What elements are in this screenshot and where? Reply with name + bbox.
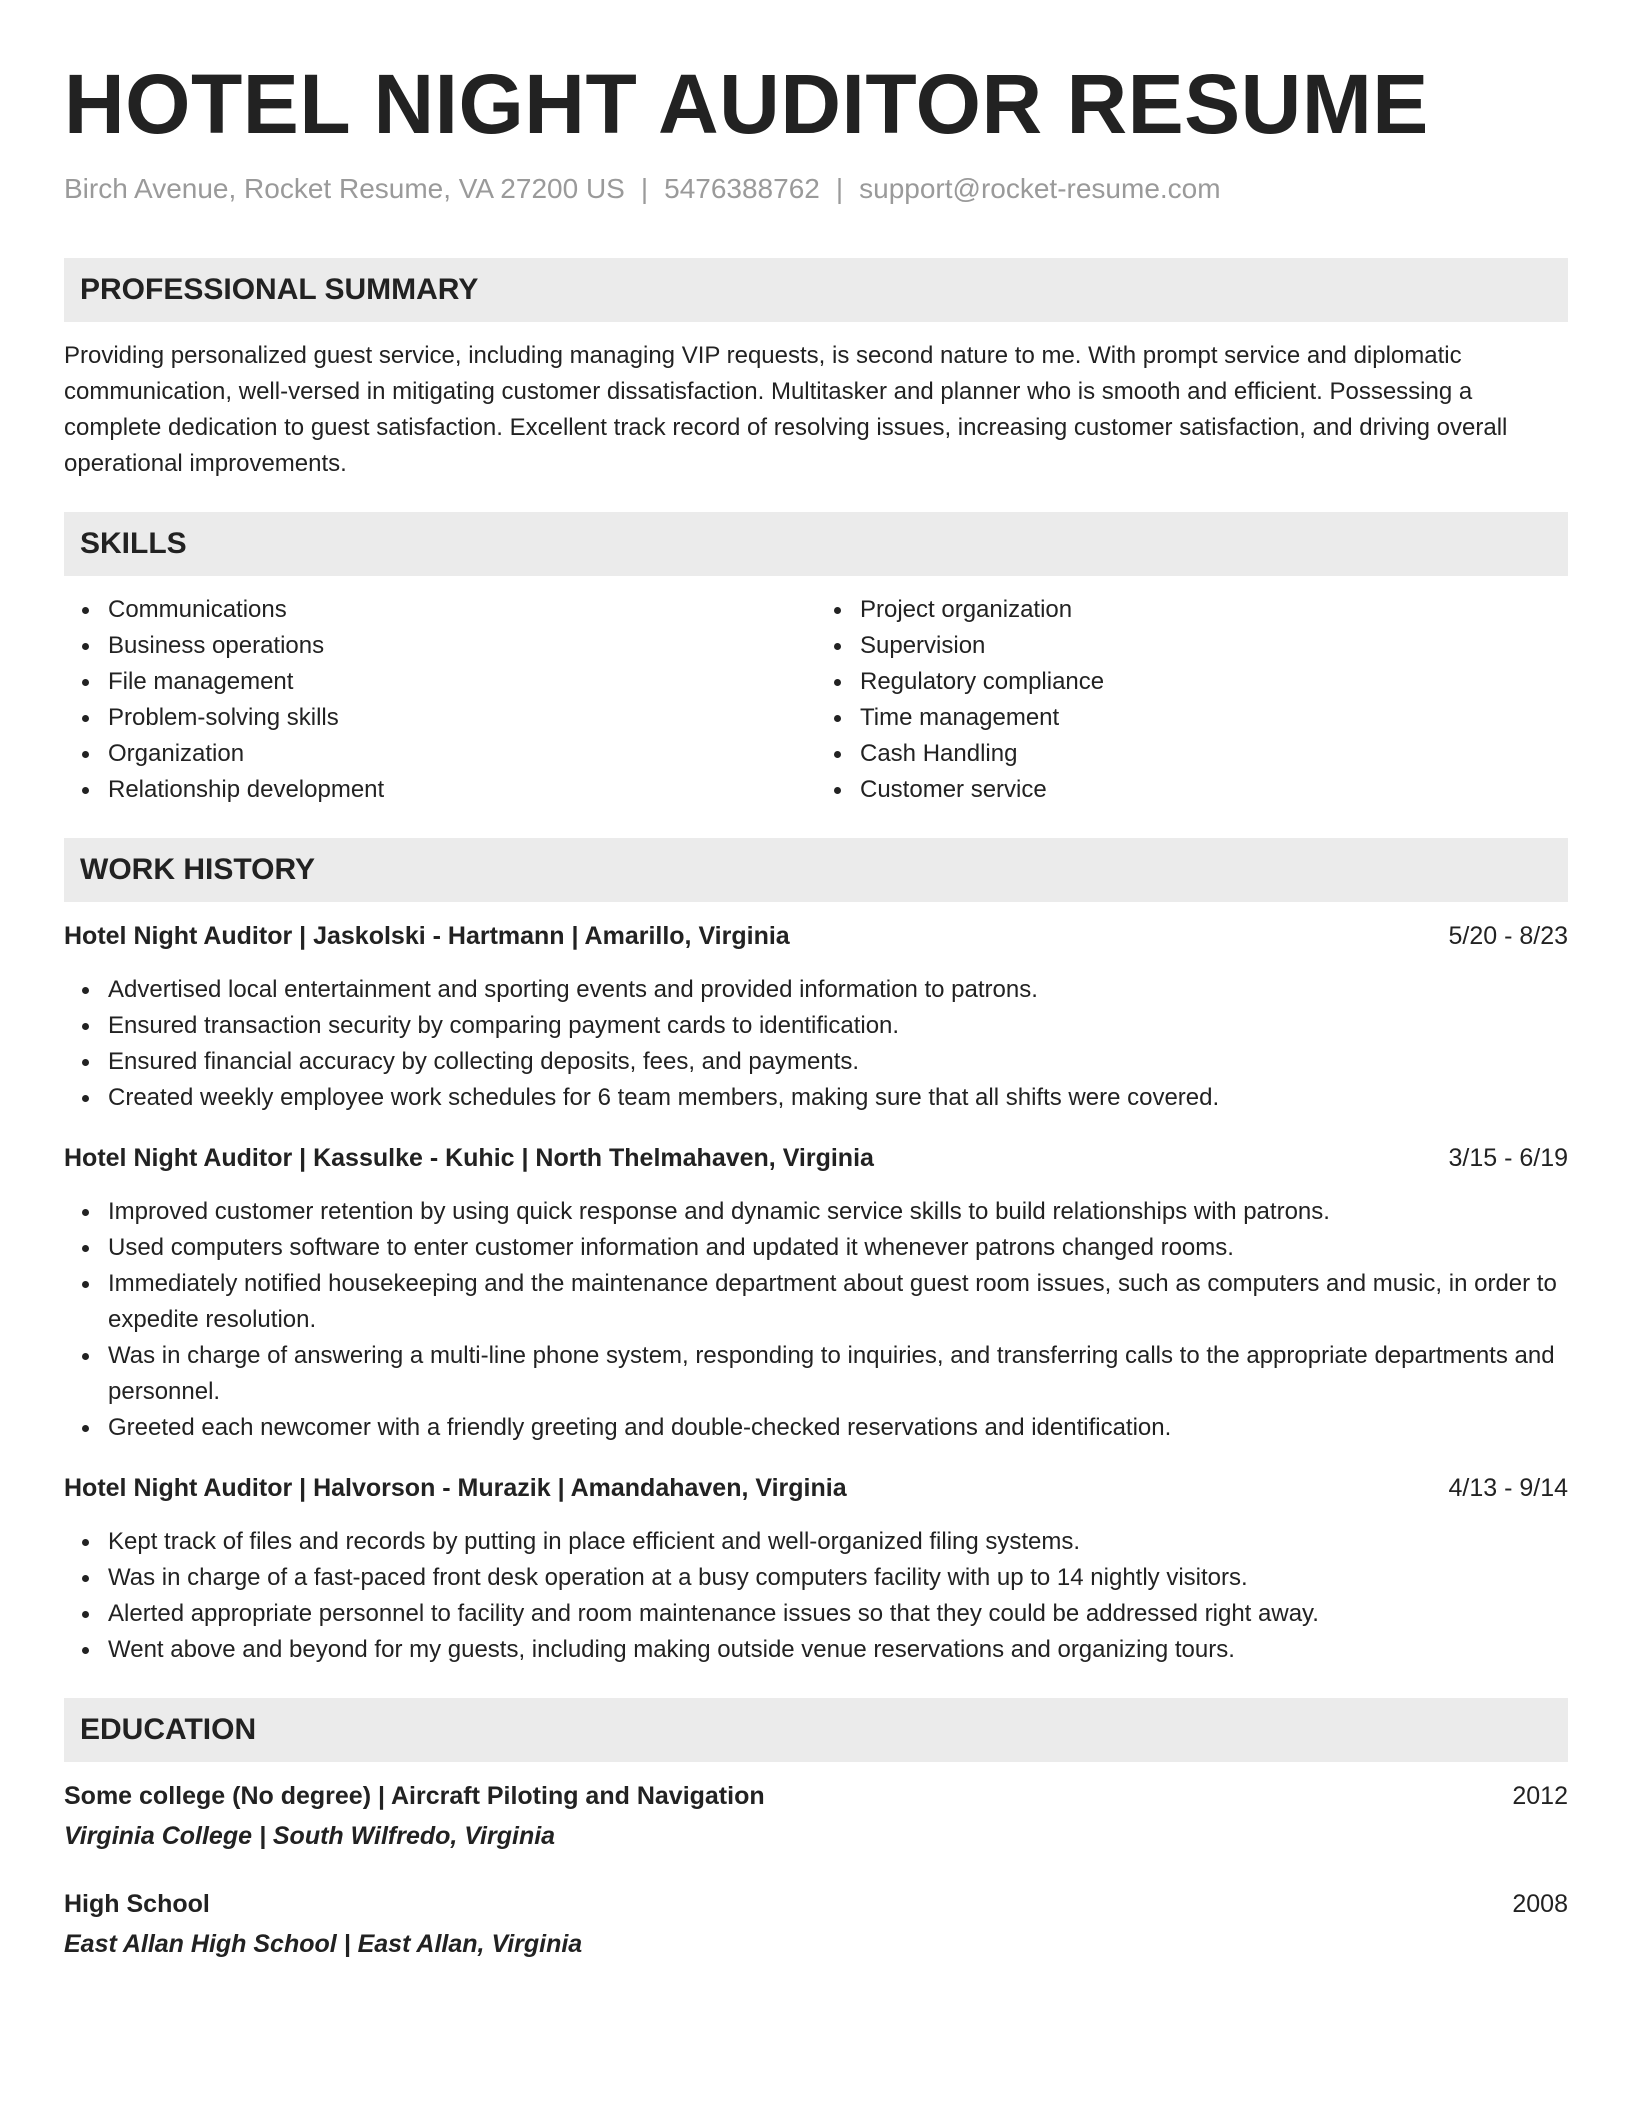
job-bullet: Went above and beyond for my guests, including making outside venue reservations and organizing tours. — [108, 1632, 1568, 1668]
job-entry — [64, 918, 1568, 1116]
job-dates: 5/20 - 8/23 — [1448, 922, 1568, 950]
job-bullet: Greeted each newcomer with a friendly greeting and double-checked reservations and identification. — [108, 1410, 1568, 1446]
skills-column-right — [816, 592, 1568, 808]
section-heading-education: EDUCATION — [64, 1698, 1568, 1762]
job-bullet: Alerted appropriate personnel to facility and room maintenance issues so that they could be addressed right away. — [108, 1596, 1568, 1632]
skill-item: Supervision — [860, 628, 1568, 664]
section-heading-summary: PROFESSIONAL SUMMARY — [64, 258, 1568, 322]
education-title: High School — [64, 1890, 210, 1918]
job-bullet: Kept track of files and records by putting in place efficient and well-organized filing systems. — [108, 1524, 1568, 1560]
job-bullet: Created weekly employee work schedules for 6 team members, making sure that all shifts were covered. — [108, 1080, 1568, 1116]
job-entry — [64, 1140, 1568, 1446]
education-title: Some college (No degree) | Aircraft Piloting and Navigation — [64, 1782, 765, 1810]
contact-separator: | — [640, 173, 649, 204]
education-entry — [64, 1778, 1568, 1854]
job-bullets — [64, 1524, 1568, 1668]
job-bullet: Immediately notified housekeeping and the maintenance department about guest room issues, such as computers and music, in order to expedite resolution. — [108, 1266, 1568, 1338]
job-bullet: Was in charge of a fast-paced front desk operation at a busy computers facility with up to 14 nightly visitors. — [108, 1560, 1568, 1596]
job-bullets — [64, 972, 1568, 1116]
education-school: East Allan High School | East Allan, Virginia — [64, 1930, 583, 1958]
job-title: Hotel Night Auditor | Halvorson - Murazik | Amandahaven, Virginia — [64, 1474, 847, 1502]
section-heading-work-history: WORK HISTORY — [64, 838, 1568, 902]
skill-item: Communications — [108, 592, 816, 628]
resume-title: HOTEL NIGHT AUDITOR RESUME — [64, 57, 1429, 151]
contact-address: Birch Avenue, Rocket Resume, VA 27200 US — [64, 173, 625, 204]
job-dates: 4/13 - 9/14 — [1448, 1474, 1568, 1502]
skill-item: Customer service — [860, 772, 1568, 808]
skill-item: Project organization — [860, 592, 1568, 628]
skill-item: Cash Handling — [860, 736, 1568, 772]
skill-item: Business operations — [108, 628, 816, 664]
education-year: 2008 — [1512, 1890, 1568, 1918]
contact-separator: | — [835, 173, 844, 204]
job-title: Hotel Night Auditor | Jaskolski - Hartmann | Amarillo, Virginia — [64, 922, 790, 950]
contact-phone: 5476388762 — [664, 173, 820, 204]
job-bullet: Improved customer retention by using quick response and dynamic service skills to build relationships with patrons. — [108, 1194, 1568, 1230]
job-header — [64, 1140, 1568, 1176]
job-bullets — [64, 1194, 1568, 1446]
contact-line — [64, 172, 1568, 206]
job-bullet: Advertised local entertainment and sporting events and provided information to patrons. — [108, 972, 1568, 1008]
skill-item: Relationship development — [108, 772, 816, 808]
contact-email: support@rocket-resume.com — [859, 173, 1221, 204]
education-header — [64, 1778, 1568, 1814]
education-entry — [64, 1886, 1568, 1962]
job-header — [64, 1470, 1568, 1506]
job-entry — [64, 1470, 1568, 1668]
job-bullet: Was in charge of answering a multi-line phone system, responding to inquiries, and transferring calls to the appropriate departments and personnel. — [108, 1338, 1568, 1410]
job-bullet: Ensured financial accuracy by collecting deposits, fees, and payments. — [108, 1044, 1568, 1080]
job-dates: 3/15 - 6/19 — [1448, 1144, 1568, 1172]
skill-item: Regulatory compliance — [860, 664, 1568, 700]
summary-text: Providing personalized guest service, including managing VIP requests, is second nature to me. With prompt service and diplomatic communication, well-versed in mitigating customer dissatisfaction. Multitasker and planner who is smooth and efficient. Possessing a complete dedication to guest satisfaction. Excellent track record of resolving issues, increasing customer satisfaction, and driving overall operational improvements. — [64, 342, 1508, 477]
skill-item: Time management — [860, 700, 1568, 736]
skills-grid — [64, 592, 1568, 808]
job-bullet: Ensured transaction security by comparing payment cards to identification. — [108, 1008, 1568, 1044]
skills-list — [816, 592, 1568, 808]
education-year: 2012 — [1512, 1782, 1568, 1810]
section-heading-skills: SKILLS — [64, 512, 1568, 576]
skill-item: Organization — [108, 736, 816, 772]
job-header — [64, 918, 1568, 954]
job-title: Hotel Night Auditor | Kassulke - Kuhic | North Thelmahaven, Virginia — [64, 1144, 874, 1172]
education-school: Virginia College | South Wilfredo, Virginia — [64, 1822, 556, 1850]
job-bullet: Used computers software to enter customer information and updated it whenever patrons changed rooms. — [108, 1230, 1568, 1266]
education-header — [64, 1886, 1568, 1922]
skill-item: File management — [108, 664, 816, 700]
skills-column-left — [64, 592, 816, 808]
skills-list — [64, 592, 816, 808]
skill-item: Problem-solving skills — [108, 700, 816, 736]
